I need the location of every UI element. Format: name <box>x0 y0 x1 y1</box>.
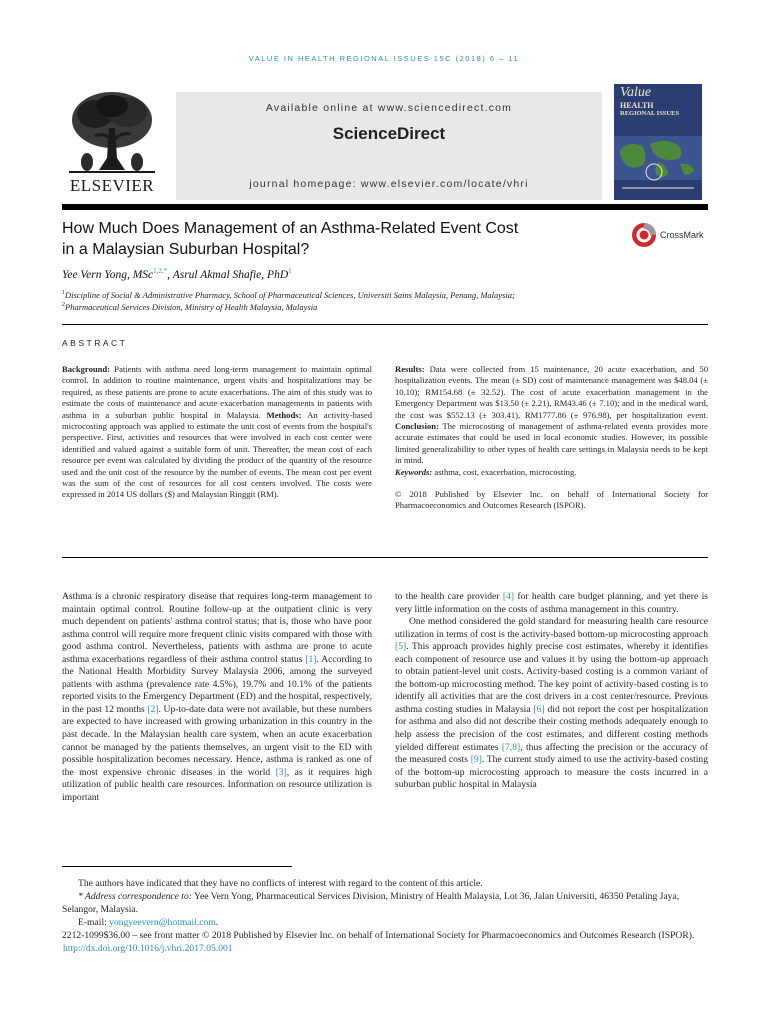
author-separator: , <box>167 268 173 281</box>
body-text: . Up-to-date data were not available, but these numbers are expected to have increased with growing urbanization in this country in the past decade. In the Malaysian health care system, when an acute exacerbation cannot be managed by the patients themselves, an urgent visit to the ED with possible hospitalization becomes necessary. Hence, asthma is ranked as one of the most expensive chronic diseases in the world <box>62 703 372 778</box>
citation-link[interactable]: [2] <box>147 703 159 715</box>
abstract-background-text: Patients with asthma need long-term management to maintain optimal control. In addition to routine maintenance, urgent visits and hospitalizations may be required, as these patients are prone to acute exacerbations. The aim of this study was to estimate the costs of maintenance and acute exacerbation managements in patients with asthma in a suburban public hospital in Malaysia. <box>62 364 372 420</box>
body-text: . According to the National Health Morbidity Survey Malaysia 2006, among the surveyed patients with asthma (prevalence rate 4.5%), 19.7% and 10.1% of the patients reported visits to the Emergency Department (ED) and the hospital, respectively, in the past 12 months <box>62 653 373 715</box>
abstract-heading: ABSTRACT <box>62 338 128 348</box>
affiliation-text: Pharmaceutical Services Division, Ministry of Health Malaysia, Malaysia <box>65 302 318 312</box>
affiliation-marker: 1 <box>62 290 65 297</box>
journal-cover-title <box>620 86 679 118</box>
abstract-conclusion-text: The microcosting of management of asthma-related events provides more accurate estimates that could be used in local economic studies. However, its possible limited generalizability to other types of health care settings in Malaysia needs to be kept in mind. <box>395 421 708 466</box>
citation-link[interactable]: [9] <box>470 754 482 766</box>
body-text: One method considered the gold standard for measuring health care resource utilization in terms of cost is the activity-based bottom-up microcosting approach <box>395 616 708 640</box>
author-affiliation-marker[interactable]: 1,2,* <box>153 267 168 275</box>
sciencedirect-banner <box>176 92 602 200</box>
crossmark-badge[interactable] <box>631 222 704 248</box>
footnote-rule <box>62 866 292 867</box>
conflict-statement: The authors have indicated that they have no conflicts of interest with regard to the content of this article. <box>78 878 483 889</box>
elsevier-logo[interactable] <box>62 88 162 198</box>
body-right-column <box>395 591 708 792</box>
citation-link[interactable]: [1] <box>305 653 317 665</box>
body-text: did not report the cost per hospitalization for asthma and also did not describe their costing methods adequately enough to help assess the precision of the cost estimates, and different costing methods yielded different estimates <box>395 703 708 753</box>
correspondence-label: * Address correspondence to: <box>78 891 192 902</box>
affiliation <box>62 290 515 300</box>
article-title-line2: in a Malaysian Suburban Hospital? <box>62 241 310 258</box>
abstract-copyright: © 2018 Published by Elsevier Inc. on behalf of International Society for Pharmacoeconomics and Outcomes Research (ISPOR). <box>395 489 708 511</box>
abstract-left-column <box>62 364 372 501</box>
affiliation-text: Discipline of Social & Administrative Pharmacy, School of Pharmaceutical Sciences, Universiti Sains Malaysia, Penang, Malaysia; <box>65 290 515 300</box>
cover-title-line1: Value <box>620 85 652 100</box>
available-online-text[interactable]: Available online at www.sciencedirect.com <box>265 102 513 114</box>
affiliation-marker: 2 <box>62 302 65 309</box>
abstract-top-rule <box>62 324 708 325</box>
body-text: for health care budget planning, and yet there is very little information on the costs of asthma management in this country. <box>395 591 708 615</box>
citation-link[interactable]: [7,8] <box>501 741 521 753</box>
body-text: to the health care provider <box>395 591 503 602</box>
body-text: , as it requires high utilization of public health care resources. Information on resource utilization is important <box>62 766 372 803</box>
citation-link[interactable]: [5] <box>395 641 407 653</box>
citation-link[interactable]: [6] <box>533 703 545 715</box>
citation-link[interactable]: [4] <box>502 591 515 602</box>
body-text: , thus affecting the precision or the accuracy of the measured costs <box>395 741 708 766</box>
sciencedirect-logo[interactable]: ScienceDirect <box>332 124 446 143</box>
article-title <box>62 218 602 260</box>
abstract-results-label: Results: <box>395 364 425 374</box>
abstract-methods-text: An activity-based microcosting approach was applied to estimate the unit cost of events from the hospital's perspective. First, activities and resources that were involved in each cost center were identified and valued against a suitable form of unit. Thereafter, the mean cost of each resource per event was calculated by dividing the product of the quantity of the resource used and the unit cost of the resource by the number of events. The mean cost per event was the sum of the cost of resources for all cost centers involved. The costs were expressed in 2014 US dollars ($) and Malaysian Ringgit (RM). <box>62 409 373 500</box>
abstract-background-label: Background: <box>62 364 111 374</box>
masthead-rule <box>62 204 708 210</box>
author-name[interactable]: Asrul Akmal Shafie, PhD <box>172 268 289 281</box>
email-label: E-mail: <box>78 917 110 928</box>
journal-cover[interactable] <box>614 84 702 200</box>
doi-link[interactable]: http://dx.doi.org/10.1016/j.vhri.2017.05.001 <box>63 943 233 954</box>
crossmark-icon <box>631 222 657 248</box>
correspondence-note <box>62 890 708 916</box>
body-text: Asthma is a chronic respiratory disease that requires long-term management to maintain optimal control. Routine follow-up at the outpatient clinic is very much dependent on patients' asthma control status; that is, those who have poor asthma control will require more frequent clinic visits compared with those with good asthma control. Nevertheless, patients with asthma are prone to acute asthma exacerbations regardless of their asthma control status <box>62 591 372 665</box>
body-text: . This approach provides highly precise cost estimates, whereby it identifies each component of resource use and values it by using the bottom-up approach to obtain patient-level unit costs. Activity-based costing is a common variant of the bottom-up microcosting method. The key point of activity-based costing is to identify all activities that are the cost drivers in a cost center/resource. Previous asthma costing studies in Malaysia <box>395 641 708 715</box>
journal-homepage-text[interactable]: journal homepage: www.elsevier.com/locate/vhri <box>249 178 529 190</box>
issn-line: 2212-1099$36.00 – see front matter © 2018 Published by Elsevier Inc. on behalf of International Society for Pharmacoeconomics and Outcomes Research (ISPOR). <box>62 930 695 941</box>
abstract-bottom-rule <box>62 557 708 558</box>
keywords-label: Keywords: <box>395 466 433 477</box>
email-link[interactable]: yongyeevern@hotmail.com <box>109 917 216 928</box>
cover-title-line3: REGIONAL ISSUES <box>620 110 680 117</box>
keywords-text: asthma, cost, exacerbation, microcosting. <box>432 466 577 477</box>
cover-title-line2: HEALTH <box>620 101 654 110</box>
article-title-line1: How Much Does Management of an Asthma-Related Event Cost <box>62 220 519 237</box>
author-affiliation-marker[interactable]: 1 <box>288 267 292 275</box>
citation-link[interactable]: [3] <box>275 766 287 778</box>
correspondence-text: Yee Vern Yong, Pharmaceutical Services Division, Ministry of Health Malaysia, Lot 36, Jalan Universiti, 46350 Petaling Jaya, Selangor, Malaysia. <box>62 891 680 915</box>
abstract-conclusion-label: Conclusion: <box>395 421 439 432</box>
masthead <box>62 84 708 202</box>
crossmark-label: CrossMark <box>660 230 704 240</box>
body-paragraph <box>395 591 708 616</box>
body-paragraph <box>62 591 372 804</box>
running-head: VALUE IN HEALTH REGIONAL ISSUES 15C (2018) 6 – 11 <box>248 54 520 63</box>
elsevier-wordmark: ELSEVIER <box>69 176 155 195</box>
abstract-right-column <box>395 364 708 512</box>
author-list <box>62 267 292 281</box>
body-text: . The current study aimed to use the activity-based costing of the bottom-up microcosting approach to measure the costs incurred in a suburban public hospital in Malaysia <box>395 754 708 791</box>
email-line <box>62 916 708 929</box>
elsevier-tree-icon <box>65 88 159 174</box>
abstract-methods-label: Methods: <box>266 409 302 420</box>
author-name[interactable]: Yee Vern Yong, MSc <box>62 268 154 281</box>
body-left-column <box>62 591 372 804</box>
body-paragraph <box>395 616 708 792</box>
email-end: . <box>215 917 219 928</box>
affiliation <box>62 302 317 312</box>
abstract-results-text: Data were collected from 15 maintenance, 20 acute exacerbation, and 50 hospitalization events. The mean (± SD) cost of maintenance management was $48.04 (± 10.10); RM154.68 (± 32.52). The cost of acute exacerbation management in the Emergency Department was $13.50 (± 2.21), RM43.46 (± 7.10); and in the medical ward, the cost was $552.13 (± 303.41), RM1777.86 (± 976.98), per hospitalization event. <box>395 364 708 420</box>
doi-line <box>62 942 708 955</box>
footnotes <box>62 877 708 955</box>
